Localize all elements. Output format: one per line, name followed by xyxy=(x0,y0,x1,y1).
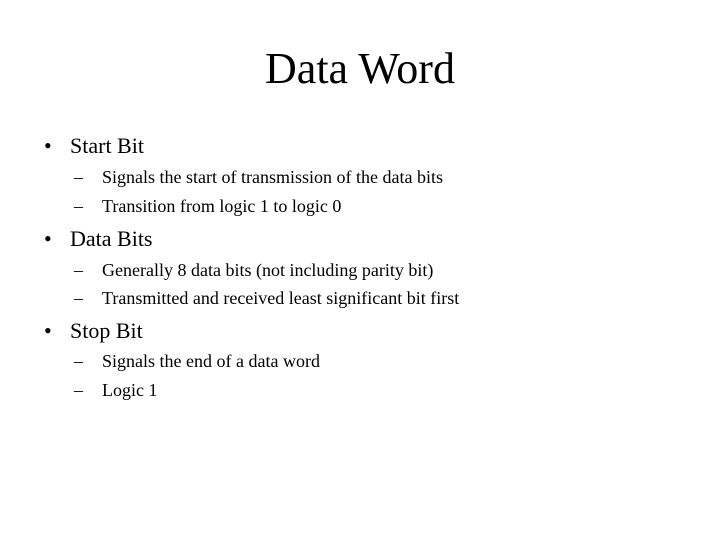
sub-bullet-mark: – xyxy=(74,196,83,216)
sub-bullet-mark: – xyxy=(74,167,83,187)
sub-bullet-text: Transmitted and received least significant bit first xyxy=(102,288,460,308)
sub-bullet xyxy=(74,166,443,188)
bullet-text: Start Bit xyxy=(70,133,144,158)
bullet-mark: • xyxy=(44,318,52,343)
sub-bullet xyxy=(74,350,320,372)
sub-bullet-text: Logic 1 xyxy=(102,380,158,400)
bullet-start-bit xyxy=(44,133,144,159)
bullet-stop-bit xyxy=(44,318,143,344)
sub-bullet-mark: – xyxy=(74,260,83,280)
bullet-text: Data Bits xyxy=(70,226,153,251)
sub-bullet-mark: – xyxy=(74,380,83,400)
sub-bullet-text: Transition from logic 1 to logic 0 xyxy=(102,196,342,216)
sub-bullet xyxy=(74,259,433,281)
bullet-mark: • xyxy=(44,133,52,158)
sub-bullet xyxy=(74,379,158,401)
sub-bullet xyxy=(74,287,459,309)
slide-title xyxy=(0,44,720,94)
sub-bullet xyxy=(74,195,341,217)
bullet-mark: • xyxy=(44,226,52,251)
sub-bullet-text: Signals the end of a data word xyxy=(102,351,320,371)
sub-bullet-text: Generally 8 data bits (not including parity bit) xyxy=(102,260,434,280)
bullet-text: Stop Bit xyxy=(70,318,143,343)
bullet-data-bits xyxy=(44,226,153,252)
slide-title-text: Data Word xyxy=(265,44,455,93)
sub-bullet-text: Signals the start of transmission of the data bits xyxy=(102,167,443,187)
sub-bullet-mark: – xyxy=(74,288,83,308)
sub-bullet-mark: – xyxy=(74,351,83,371)
